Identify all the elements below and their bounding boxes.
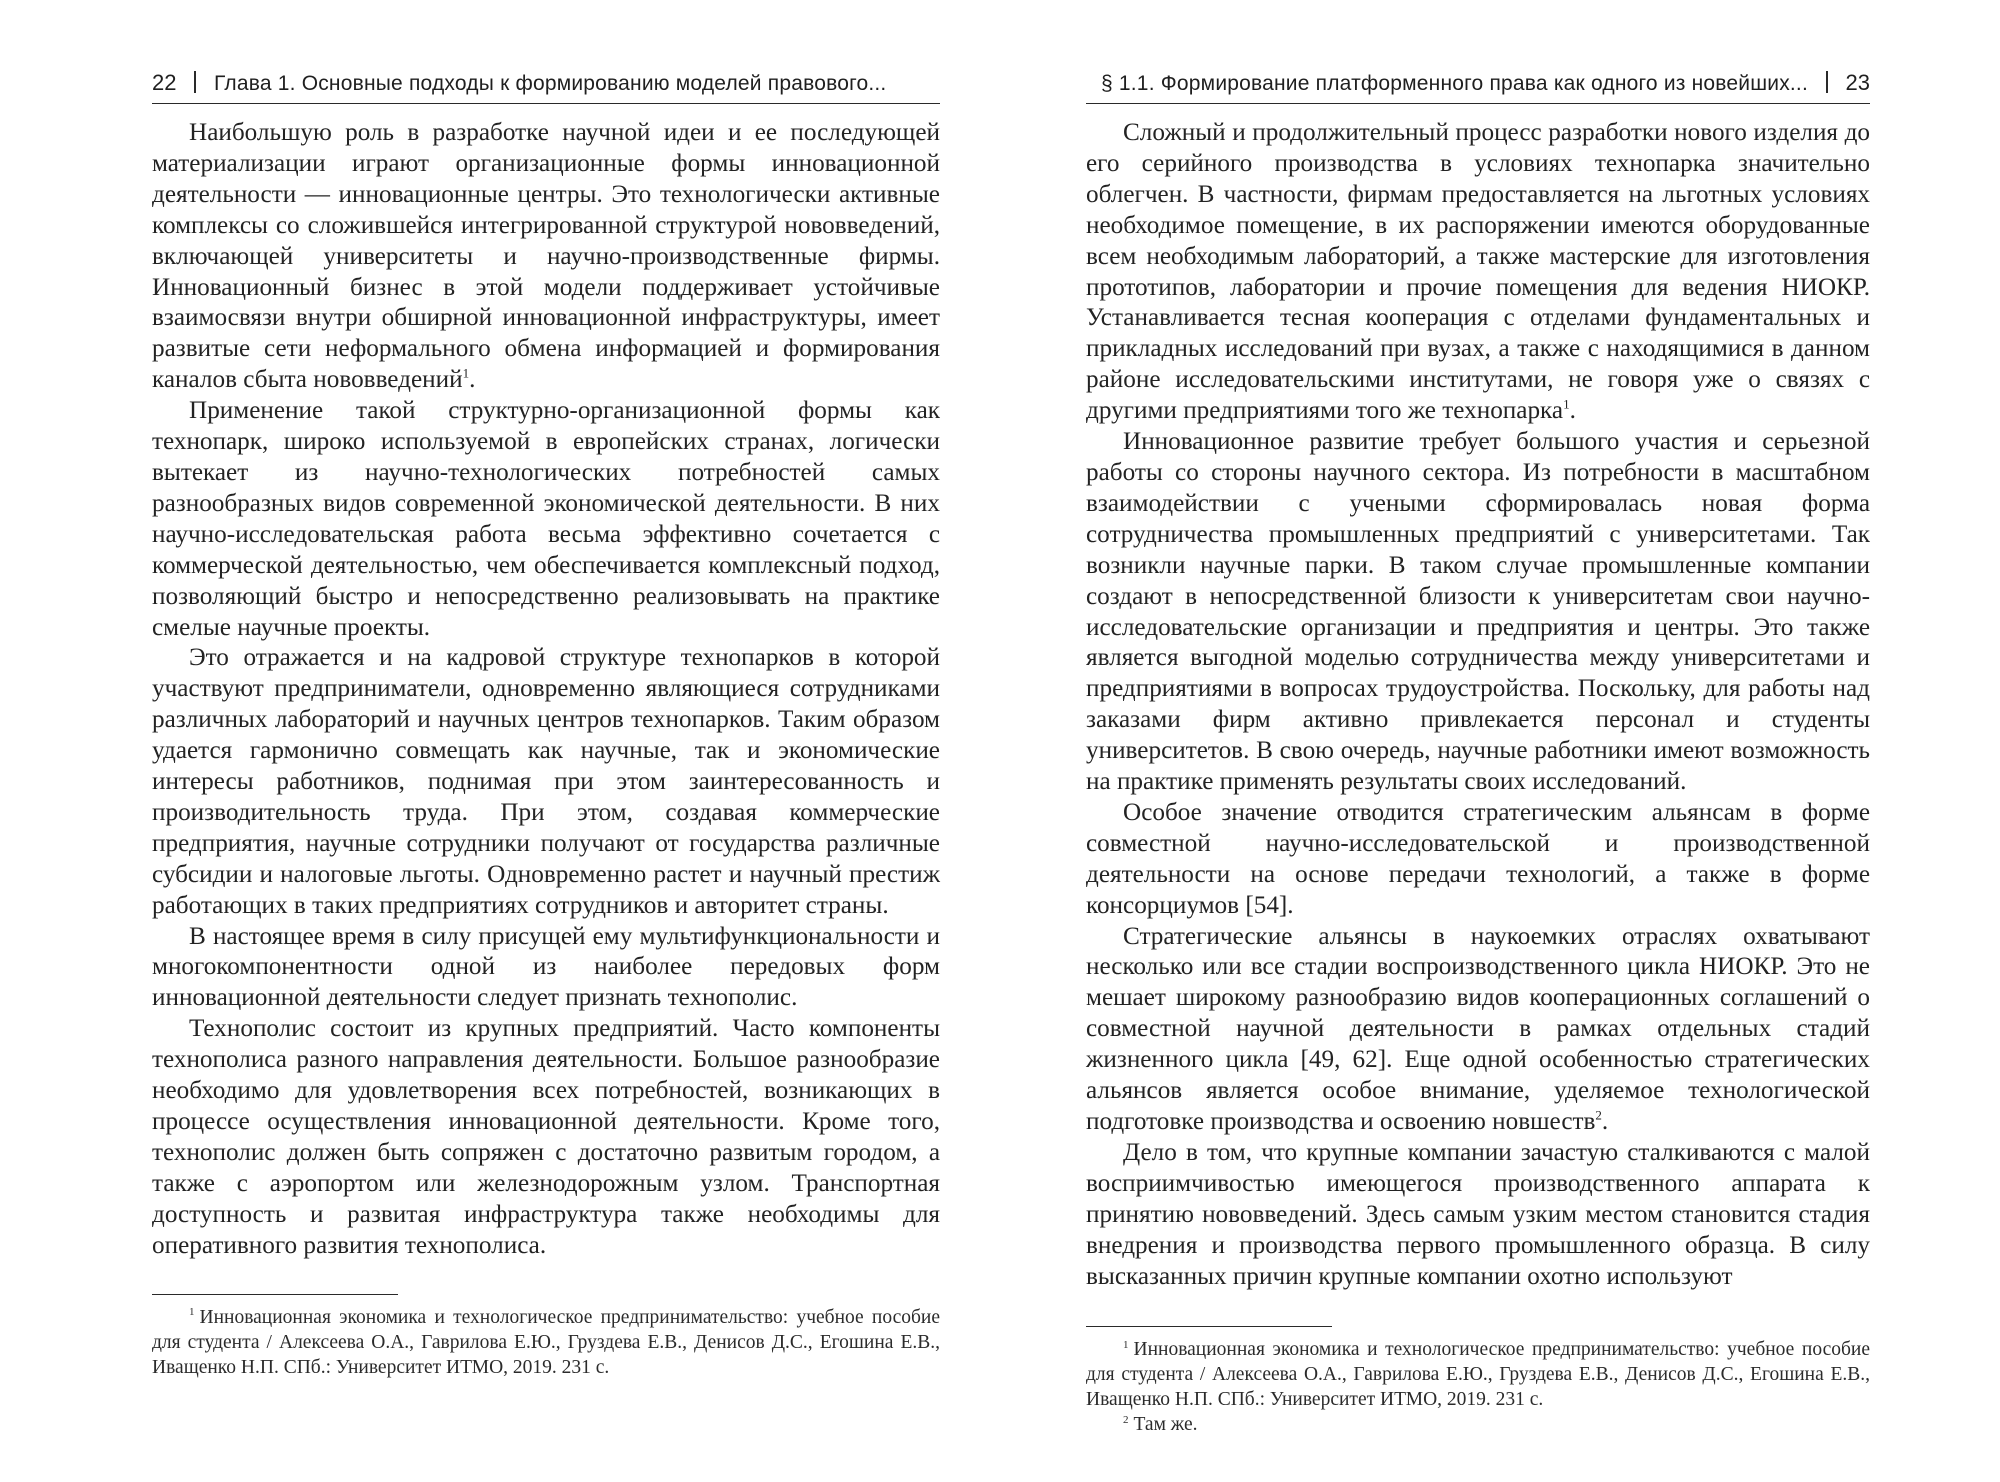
paragraph: Дело в том, что крупные компании зачастую сталкиваются с малой восприимчивостью имеющегося производственного аппарата к принятию нововведений. Здесь самым узким местом становится стадия внедрения и производства первого промышленного образца. В силу высказанных причин крупные компании охотно используют xyxy=(1086,1138,1870,1290)
footnote-ref: 1 xyxy=(1563,396,1570,412)
footnote-ref: 1 xyxy=(462,365,470,381)
footnote-divider xyxy=(1086,1326,1332,1327)
left-body-text xyxy=(152,118,940,1262)
right-running-head xyxy=(1086,68,1870,104)
right-page xyxy=(1086,68,1870,1437)
right-page-number: 23 xyxy=(1845,70,1870,95)
footnote-ref: 2 xyxy=(1595,1107,1602,1123)
right-running-title: § 1.1. Формирование платформенного права как одного из новейших... xyxy=(1100,72,1809,95)
paragraph: Это отражается и на кадровой структуре технопарков в которой участвуют предприниматели, одновременно являющиеся сотрудниками различных лабораторий и научных центров технопарков. Таким образом удается гармонично совмещать как научные, так и экономические интересы работников, поднимая при этом заинтересованность и производительность труда. При этом, создавая коммерческие предприятия, научные сотрудники получают от государства различные субсидии и налоговые льготы. Одновременно растет и научный престиж работающих в таких предприятиях сотрудников и авторитет страны. xyxy=(152,644,940,919)
right-footnotes xyxy=(1086,1337,1870,1437)
paragraph: В настоящее время в силу присущей ему мультифункциональности и многокомпонентности одной из наиболее передовых форм инновационной деятельности следует признать технополис. xyxy=(152,922,940,1012)
footnote: $^2$ Там же. xyxy=(1123,1413,1198,1436)
paragraph: Инновационное развитие требует большого участия и серьезной работы со стороны научного сектора. Из потребности в масштабном взаимодействии с учеными сформировалась новая форма сотрудничества промышленных предприятий с университетами. Так возникли научные парки. В таком случае промышленные компании создают в непосредственной близости к университетам свои научно-исследовательские организации и предприятия и центры. Это также является выгодной моделью сотрудничества между университетами и предприятиями в вопросах трудоустройства. Поскольку, для работы над заказами фирм активно привлекается персонал и студенты университетов. В свою очередь, научные работники имеют возможность на практике применять результаты своих исследований. xyxy=(1086,428,1870,796)
paragraph: Применение такой структурно-организационной формы как технопарк, широко используемой в европейских странах, логически вытекает из научно-технологических потребностей самых разнообразных видов современной экономической деятельности. В них научно-исследовательская работа весьма эффективно сочетается с коммерческой деятельностью, чем обеспечивается комплексный подход, позволяющий быстро и непосредственно реализовывать на практике смелые научные проекты. xyxy=(152,397,940,641)
paragraph: Сложный и продолжительный процесс разработки нового изделия до его серийного производства в условиях технопарка значительно облегчен. В частности, фирмам предоставляется на льготных условиях необходимое помещение, в их распоряжении имеются оборудованные всем необходимым лабораторий, а также мастерские для изготовления прототипов, лаборатории и прочие помещения для ведения НИОКР. Устанавливается тесная кооперация с отделами фундаментальных и прикладных исследований при вузах, а также с находящимися в данном районе исследовательскими институтами, не говоря уже о связях с другими предприятиями того же технопарка$^1$. xyxy=(1086,119,1870,425)
left-running-title: Глава 1. Основные подходы к формированию моделей правового... xyxy=(213,72,887,95)
header-separator xyxy=(1826,71,1828,93)
paragraph: Технополис состоит из крупных предприятий. Часто компоненты технополиса разного направления деятельности. Большое разнообразие необходимо для удовлетворения всех потребностей, возникающих в процессе осуществления инновационной деятельности. Кроме того, технополис должен быть сопряжен с достаточно развитым городом, а также с аэропортом или железнодорожным узлом. Транспортная доступность и развитая инфраструктура также необходимы для оперативного развития технополиса. xyxy=(152,1015,940,1259)
footnote: $^1$ Инновационная экономика и технологическое предпринимательство: учебное пособие для студента / Алексеева О.А., Гаврилова Е.Ю., Груздева Е.В., Денисов Д.С., Егошина Е.В., Иващенко Н.П. СПб.: Университет ИТМО, 2019. 231 с. xyxy=(1086,1338,1870,1411)
left-page xyxy=(152,68,940,1380)
left-footnotes xyxy=(152,1305,940,1380)
paragraph: Наибольшую роль в разработке научной идеи и ее последующей материализации играют организационные формы инновационной деятельности — инновационные центры. Это технологически активные комплексы со сложившейся интегрированной структурой нововведений, включающей университеты и научно-производственные фирмы. Инновационный бизнес в этой модели поддерживает устойчивые взаимосвязи внутри обширной инновационной инфраструктуры, имеет развитые сети неформального обмена информацией и формирования каналов сбыта нововведений$^1$. xyxy=(152,119,940,394)
right-body-text xyxy=(1086,118,1870,1292)
footnote: $^1$ Инновационная экономика и технологическое предпринимательство: учебное пособие для студента / Алексеева О.А., Гаврилова Е.Ю., Груздева Е.В., Денисов Д.С., Егошина Е.В., Иващенко Н.П. СПб.: Университет ИТМО, 2019. 231 с. xyxy=(152,1306,940,1378)
paragraph: Стратегические альянсы в наукоемких отраслях охватывают несколько или все стадии воспроизводственного цикла НИОКР. Это не мешает широкому разнообразию видов кооперационных соглашений о совместной научной деятельности в рамках отдельных стадий жизненного цикла [49, 62]. Еще одной особенностью стратегических альянсов является особое внимание, уделяемое технологической подготовке производства и освоению новшеств$^2$. xyxy=(1086,922,1870,1135)
footnote-divider xyxy=(152,1294,398,1295)
left-page-number: 22 xyxy=(152,70,177,95)
paragraph: Особое значение отводится стратегическим альянсам в форме совместной научно-исследовательской и производственной деятельности на основе передачи технологий, а также в форме консорциумов [54]. xyxy=(1086,798,1870,919)
left-running-head xyxy=(152,68,940,104)
header-separator xyxy=(194,71,196,93)
